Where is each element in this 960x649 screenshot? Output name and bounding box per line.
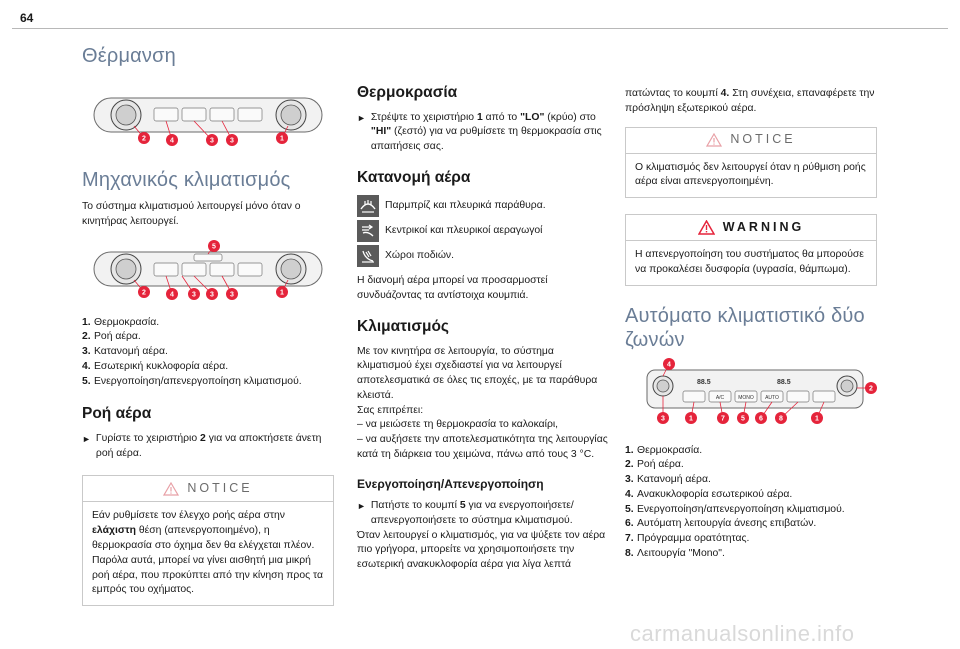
list-item: 1. Θερμοκρασία. [625, 444, 703, 456]
manual-ac-panel-figure [82, 240, 334, 306]
warning-triangle-icon [706, 133, 722, 147]
air-conditioning-allows: Σας επιτρέπει: [357, 404, 424, 416]
watermark: carmanualsonline.info [630, 621, 855, 646]
list-item: 2. Ροή αέρα. [82, 331, 141, 343]
callout-badge-number: 1 [815, 415, 819, 423]
list-item: 7. Πρόγραμμα ορατότητας. [625, 533, 750, 545]
callout-badge-number: 1 [689, 415, 693, 423]
list-item: 1. Θερμοκρασία. [82, 316, 160, 328]
notice-header [83, 476, 333, 502]
callout-badge-number: 2 [869, 385, 873, 393]
callout-badge-number: 2 [142, 135, 146, 143]
notice-label: NOTICE [730, 132, 796, 147]
list-item: Χώροι ποδιών. [357, 243, 609, 268]
warning-triangle-icon [163, 482, 179, 496]
callout-badge-number: 4 [667, 361, 671, 369]
callout-badge-number: 2 [142, 289, 146, 297]
callout-badge-number: 3 [230, 137, 234, 145]
heating-control-panel-figure [82, 92, 334, 154]
notice-box-airflow [82, 475, 334, 606]
continued-text: πατώντας το κουμπί 4. Στη συνέχεια, επαναφέρετε την πρόσληψη εξωτερικού αέρα. [625, 88, 875, 114]
on-off-title: Ενεργοποίηση/Απενεργοποίηση [357, 476, 544, 491]
list-item: Παρμπρίζ και πλευρικά παράθυρα. [357, 193, 609, 218]
dual-zone-legend-list [625, 444, 877, 562]
right-zone-display: 88.5 [777, 378, 791, 386]
callout-badge-number: 7 [721, 415, 725, 423]
air-distribution-title: Κατανομή αέρα [357, 168, 471, 186]
callout-badge-number: 3 [230, 291, 234, 299]
notice-body: Ο κλιματισμός δεν λειτουργεί όταν η ρύθμιση ροής αέρα είναι απενεργοποιημένη. [635, 161, 866, 188]
list-item: 3. Κατανομή αέρα. [82, 346, 168, 358]
notice-box-ac [625, 127, 877, 199]
column-1 [82, 40, 334, 606]
on-off-instruction [357, 499, 609, 529]
warning-header [626, 215, 876, 241]
manual-ac-intro: Το σύστημα κλιματισμού λειτουργεί μόνο όταν ο κινητήρας λειτουργεί. [82, 201, 301, 227]
list-item: 5. Ενεργοποίηση/απενεργοποίηση κλιματισμού. [625, 503, 845, 515]
callout-badge-number: 3 [661, 415, 665, 423]
warning-body: Η απενεργοποίηση του συστήματος θα μπορούσε να προκαλέσει δυσφορία (υγρασία, θάμπωμα). [635, 249, 864, 275]
warning-box [625, 214, 877, 286]
air-conditioning-title: Κλιματισμός [357, 318, 449, 336]
temperature-instruction [357, 111, 609, 155]
callout-badge-number: 4 [170, 137, 174, 145]
arrow-right-icon: ► [82, 433, 91, 444]
warning-label: WARNING [722, 219, 805, 234]
callout-badge-number: 6 [759, 415, 763, 423]
temperature-title: Θερμοκρασία [357, 84, 458, 101]
air-distribution-note: Η διανομή αέρα μπορεί να προσαρμοστεί συνδυάζοντας τα αντίστοιχα κουμπιά. [357, 275, 548, 302]
auto-button-label: AUTO [765, 394, 779, 401]
ac-button-label: A/C [715, 394, 725, 401]
column-3 [625, 40, 877, 562]
page-number: 64 [20, 11, 34, 25]
heating-title: Θέρμανση [82, 45, 177, 67]
list-item: Κεντρικοί και πλευρικοί αεραγωγοί [357, 218, 609, 243]
on-off-text-2: Όταν λειτουργεί ο κλιματισμός, για να ψύξετε τον αέρα πιο γρήγορα, μπορείτε να χρησιμοποιήσετε την εσωτερική ανακυκλοφορία αέρα για λίγα λεπτά [357, 529, 606, 571]
face-vents-icon [357, 220, 379, 242]
column-2 [357, 40, 609, 573]
air-conditioning-text: Με τον κινητήρα σε λειτουργία, το σύστημα κλιματισμού έχει σχεδιαστεί για να λειτουργεί αποτελεσματικά σε όλες τις εποχές, με τα παράθυρα κλειστά. [357, 345, 598, 401]
list-item: 4. Εσωτερική κυκλοφορία αέρα. [82, 360, 229, 372]
notice-body: Εάν ρυθμίσετε τον έλεγχο ροής αέρα στην ελάχιστη θέση (απενεργοποιημένο), η θερμοκρασία στο όχημα δεν θα ελέγχεται πλέον. Παρόλα αυτά, μπορεί να γίνει αισθητή μια μικρή ροή αέρα, που προκύπτει από την κίνηση προς τα εμπρός του οχήματος. [92, 510, 323, 596]
callout-badge-number: 3 [192, 291, 196, 299]
callout-badge-number: 8 [779, 415, 783, 423]
notice-header [626, 128, 876, 154]
list-item: – να αυξήσετε την αποτελεσματικότητα της λειτουργίας κατά τη διάρκεια του χειμώνα, πάνω από τους 3 °C. [357, 434, 608, 460]
arrow-right-icon: ► [357, 112, 366, 123]
dual-zone-panel-figure [625, 358, 877, 430]
list-item: 5. Ενεργοποίηση/απενεργοποίηση κλιματισμού. [82, 375, 302, 387]
temperature-text: Στρέψτε το χειριστήριο 1 από το "LO" (κρύο) στο "HI" (ζεστό) για να ρυθμίσετε τη θερμοκρασία στις απαιτήσεις σας. [370, 111, 602, 153]
top-divider [12, 28, 948, 29]
notice-label: NOTICE [187, 481, 253, 496]
airflow-instruction [82, 432, 334, 462]
callout-badge-number: 3 [210, 137, 214, 145]
manual-ac-legend-list [82, 316, 334, 390]
air-distribution-list [357, 193, 609, 268]
list-item: 3. Κατανομή αέρα. [625, 474, 711, 486]
airflow-title: Ροή αέρα [82, 405, 152, 423]
airflow-text: Γυρίστε το χειριστήριο 2 για να αποκτήσετε άνετη ροή αέρα. [95, 432, 322, 459]
footwell-icon [357, 245, 379, 267]
manual-ac-title: Μηχανικός κλιματισμός [82, 169, 291, 191]
list-item: – να μειώσετε τη θερμοκρασία το καλοκαίρι, [357, 419, 559, 431]
arrow-right-icon: ► [357, 501, 366, 512]
list-item: 4. Ανακυκλοφορία εσωτερικού αέρα. [625, 488, 793, 500]
windscreen-icon [357, 195, 379, 217]
callout-badge-number: 4 [170, 291, 174, 299]
list-item: 6. Αυτόματη λειτουργία άνεσης επιβατών. [625, 518, 817, 530]
callout-badge-number: 5 [212, 243, 216, 251]
left-zone-display: 88.5 [697, 378, 711, 386]
on-off-text: Πατήστε το κουμπί 5 για να ενεργοποιήσετε/απενεργοποιήσετε το σύστημα κλιματισμού. [370, 500, 574, 526]
callout-badge-number: 5 [741, 415, 745, 423]
list-item: 8. Λειτουργία "Mono". [625, 547, 725, 559]
warning-triangle-icon [698, 220, 715, 235]
callout-badge-number: 1 [280, 289, 284, 297]
callout-badge-number: 1 [280, 135, 284, 143]
dual-zone-title: Αυτόματο κλιματιστικό δύο ζωνών [625, 304, 865, 351]
list-item: 2. Ροή αέρα. [625, 459, 684, 471]
callout-badge-number: 3 [210, 291, 214, 299]
mono-button-label: MONO [738, 394, 754, 401]
